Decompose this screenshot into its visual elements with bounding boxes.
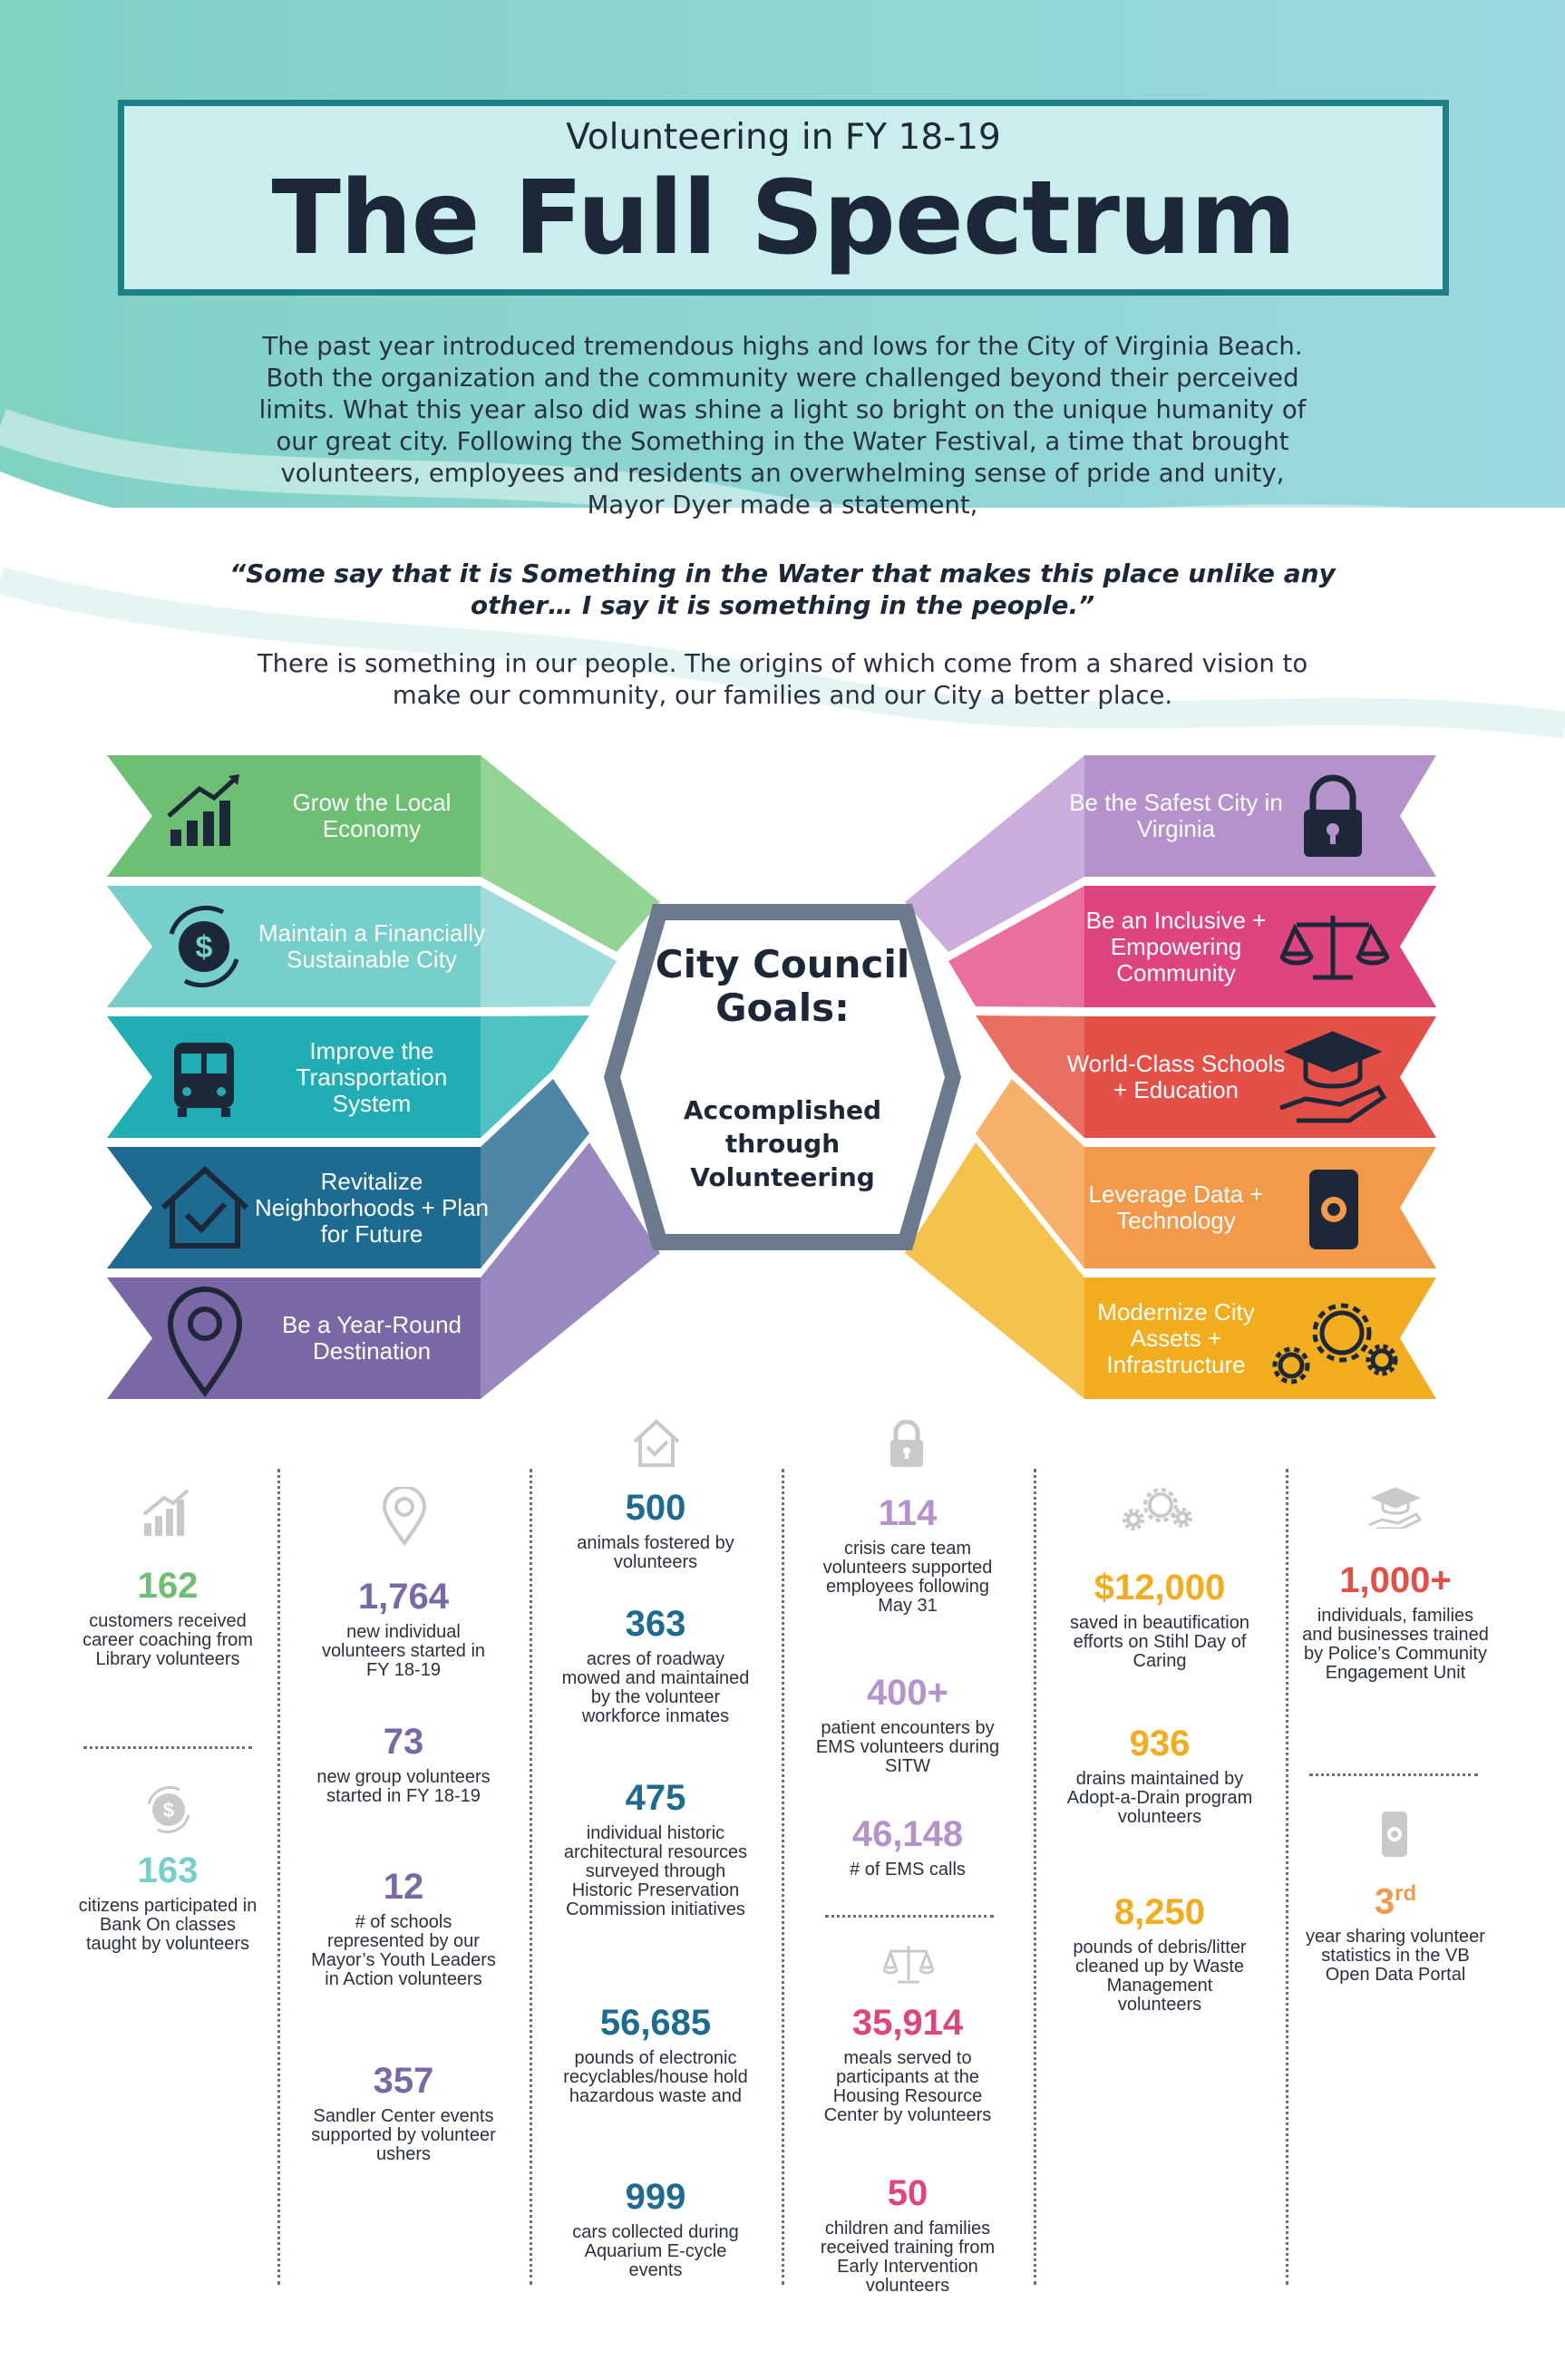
goal-destination: Be a Year-Round Destination	[281, 1311, 462, 1365]
stat-item	[308, 1721, 499, 1806]
stat-item	[560, 1777, 751, 1919]
goal-financially-sustainable: Maintain a Financially Sustainable City	[258, 919, 485, 973]
stat-description: patient encounters by EMS volunteers during SITW	[815, 1718, 1000, 1776]
stat-description: acres of roadway mowed and maintained by the volunteer workforce inmates	[561, 1649, 750, 1726]
goals-graphic	[0, 743, 1565, 1414]
stat-description: new individual volunteers started in FY 18-19	[321, 1622, 486, 1680]
stat-item	[1300, 1873, 1491, 1985]
stat-item	[308, 1866, 499, 1989]
stat-description: saved in beautification efforts on Stihl Day of Caring	[1070, 1613, 1249, 1671]
goal-data-technology: Leverage Data + Technology	[1088, 1180, 1264, 1234]
stat-number: 12	[383, 1867, 424, 1907]
column-divider	[277, 1469, 280, 2285]
stat-number-value: 3	[1374, 1881, 1395, 1922]
stat-number: 35,914	[851, 2003, 964, 2043]
stat-number: 46,148	[851, 1814, 964, 1854]
stat-item	[812, 2002, 1003, 2125]
gears-icon	[1121, 1487, 1193, 1532]
row-divider	[83, 1746, 252, 1749]
goal-transportation: Improve the Transportation System	[296, 1036, 448, 1117]
stat-description: new group volunteers started in FY 18-19	[316, 1767, 491, 1806]
stat-item	[1064, 1723, 1255, 1827]
stat-item	[560, 1603, 751, 1726]
title-box	[118, 100, 1449, 296]
stat-description: Sandler Center events supported by volunteer ushers	[311, 2106, 496, 2164]
stat-item	[308, 1576, 499, 1680]
stat-description: meals served to participants at the Housing Resource Center by volunteers	[823, 2048, 992, 2125]
stat-item	[73, 1565, 263, 1669]
stat-description: crisis care team volunteers supported employees following May 31	[822, 1539, 993, 1616]
goal-grow-economy: Grow the Local Economy	[292, 789, 452, 842]
lock-icon	[887, 1420, 927, 1471]
phone-icon	[1309, 1170, 1358, 1249]
stat-number-suffix: rd	[1395, 1881, 1417, 1906]
goal-safest-city: Be the Safest City in Virginia	[1069, 789, 1283, 842]
stat-item	[812, 1672, 1003, 1776]
house-check-icon	[631, 1418, 682, 1469]
page-subtitle: Volunteering in FY 18-19	[566, 117, 1001, 158]
stat-number: 114	[878, 1493, 938, 1533]
stat-description: # of EMS calls	[850, 1860, 966, 1880]
stat-item	[1064, 1891, 1255, 2015]
graduation-hand-icon	[1367, 1487, 1424, 1529]
stat-description: individual historic architectural resources surveyed through Historic Preservation Commission initiatives	[563, 1823, 748, 1919]
stat-description: children and families received training from Early Intervention volunteers	[820, 2219, 996, 2296]
column-divider	[1286, 1469, 1288, 2285]
column-divider	[530, 1469, 532, 2285]
stat-description: pounds of electronic recyclables/house hold hazardous waste and	[563, 2048, 748, 2106]
stat-item	[560, 2002, 751, 2106]
stat-item	[560, 1487, 751, 1572]
goal-city-assets: Modernize City Assets + Infrastructure	[1097, 1297, 1255, 1378]
stat-number: 162	[137, 1566, 199, 1606]
stat-number: 1,764	[357, 1577, 450, 1617]
stat-number: 56,685	[599, 2003, 712, 2043]
stat-item	[560, 2176, 751, 2280]
stat-number: 50	[887, 2173, 928, 2213]
page-title: The Full Spectrum	[271, 160, 1296, 277]
stat-number: 8,250	[1113, 1892, 1206, 1932]
stat-number: 475	[625, 1778, 686, 1818]
goal-neighborhoods: Revitalize Neighborhoods + Plan for Future	[254, 1167, 490, 1248]
intro-paragraph: The past year introduced tremendous highs and lows for the City of Virginia Beach. Both the organization and the community were challenged beyond their perceived limits. What this year also did was shine a light so bright on the unique humanity of our great city. Following the Something in the Water Festival, a time that brought volunteers, employees and residents an overwhelming sense of pride and unity, Mayor Dyer made a statement,	[258, 332, 1307, 520]
center-title: City Council Goals:	[655, 942, 910, 1030]
stat-item	[812, 1492, 1003, 1616]
column-divider	[1034, 1469, 1036, 2285]
stat-description: pounds of debris/litter cleaned up by Waste Management volunteers	[1073, 1938, 1247, 2015]
svg-text:$: $	[195, 930, 213, 965]
row-divider	[825, 1915, 994, 1918]
stat-number: 357	[373, 2061, 434, 2101]
stat-description: cars collected during Aquarium E-cycle events	[572, 2222, 739, 2280]
goal-schools-education: World-Class Schools + Education	[1066, 1050, 1286, 1103]
stat-item	[73, 1850, 263, 1954]
stat-number: 363	[625, 1604, 686, 1644]
phone-icon	[1378, 1810, 1411, 1860]
stat-description: # of schools represented by our Mayor’s Youth Leaders in Action volunteers	[311, 1912, 496, 1989]
intro-closing: There is something in our people. The origins of which come from a shared vision to make our community, our families and our City a better place.	[257, 649, 1308, 710]
mayor-quote: “Some say that it is Something in the Water that makes this place unlike any other… I say it is something in the people.”	[229, 559, 1336, 620]
stat-description: drains maintained by Adopt-a-Drain program volunteers	[1066, 1769, 1253, 1827]
stat-number: 500	[625, 1488, 686, 1528]
stat-description: year sharing volunteer statistics in the VB Open Data Portal	[1306, 1927, 1485, 1986]
stat-number: 73	[383, 1722, 424, 1762]
goal-inclusive-community: Be an Inclusive + Empowering Community	[1085, 906, 1267, 986]
scales-icon	[883, 1942, 934, 1986]
center-subtitle: Accomplished through Volunteering	[683, 1095, 882, 1192]
stat-item	[812, 1813, 1003, 1880]
stat-description: individuals, families and businesses trained by Police’s Community Engagement Unit	[1302, 1606, 1489, 1683]
stat-number: 163	[137, 1851, 199, 1890]
stat-number: 1,000+	[1339, 1560, 1452, 1600]
bus-icon	[174, 1043, 234, 1117]
stat-description: animals fostered by volunteers	[577, 1533, 734, 1572]
svg-text:$: $	[162, 1799, 175, 1821]
stat-number: 400+	[866, 1673, 949, 1713]
stat-item	[1300, 1559, 1491, 1683]
map-pin-icon	[379, 1487, 430, 1547]
stat-number: 936	[1129, 1724, 1191, 1763]
stat-description: customers received career coaching from Library volunteers	[83, 1611, 253, 1669]
stat-item	[1064, 1567, 1255, 1671]
stat-number: $12,000	[1094, 1568, 1226, 1608]
stat-item	[812, 2172, 1003, 2296]
stat-number	[1300, 1873, 1491, 1922]
stat-number: 999	[625, 2177, 686, 2217]
chart-growth-icon	[141, 1487, 195, 1541]
column-divider	[782, 1469, 784, 2285]
row-divider	[1309, 1773, 1478, 1776]
dollar-cycle-icon	[143, 1784, 194, 1835]
stat-item	[308, 2060, 499, 2164]
stat-description: citizens participated in Bank On classes taught by volunteers	[78, 1896, 258, 1954]
